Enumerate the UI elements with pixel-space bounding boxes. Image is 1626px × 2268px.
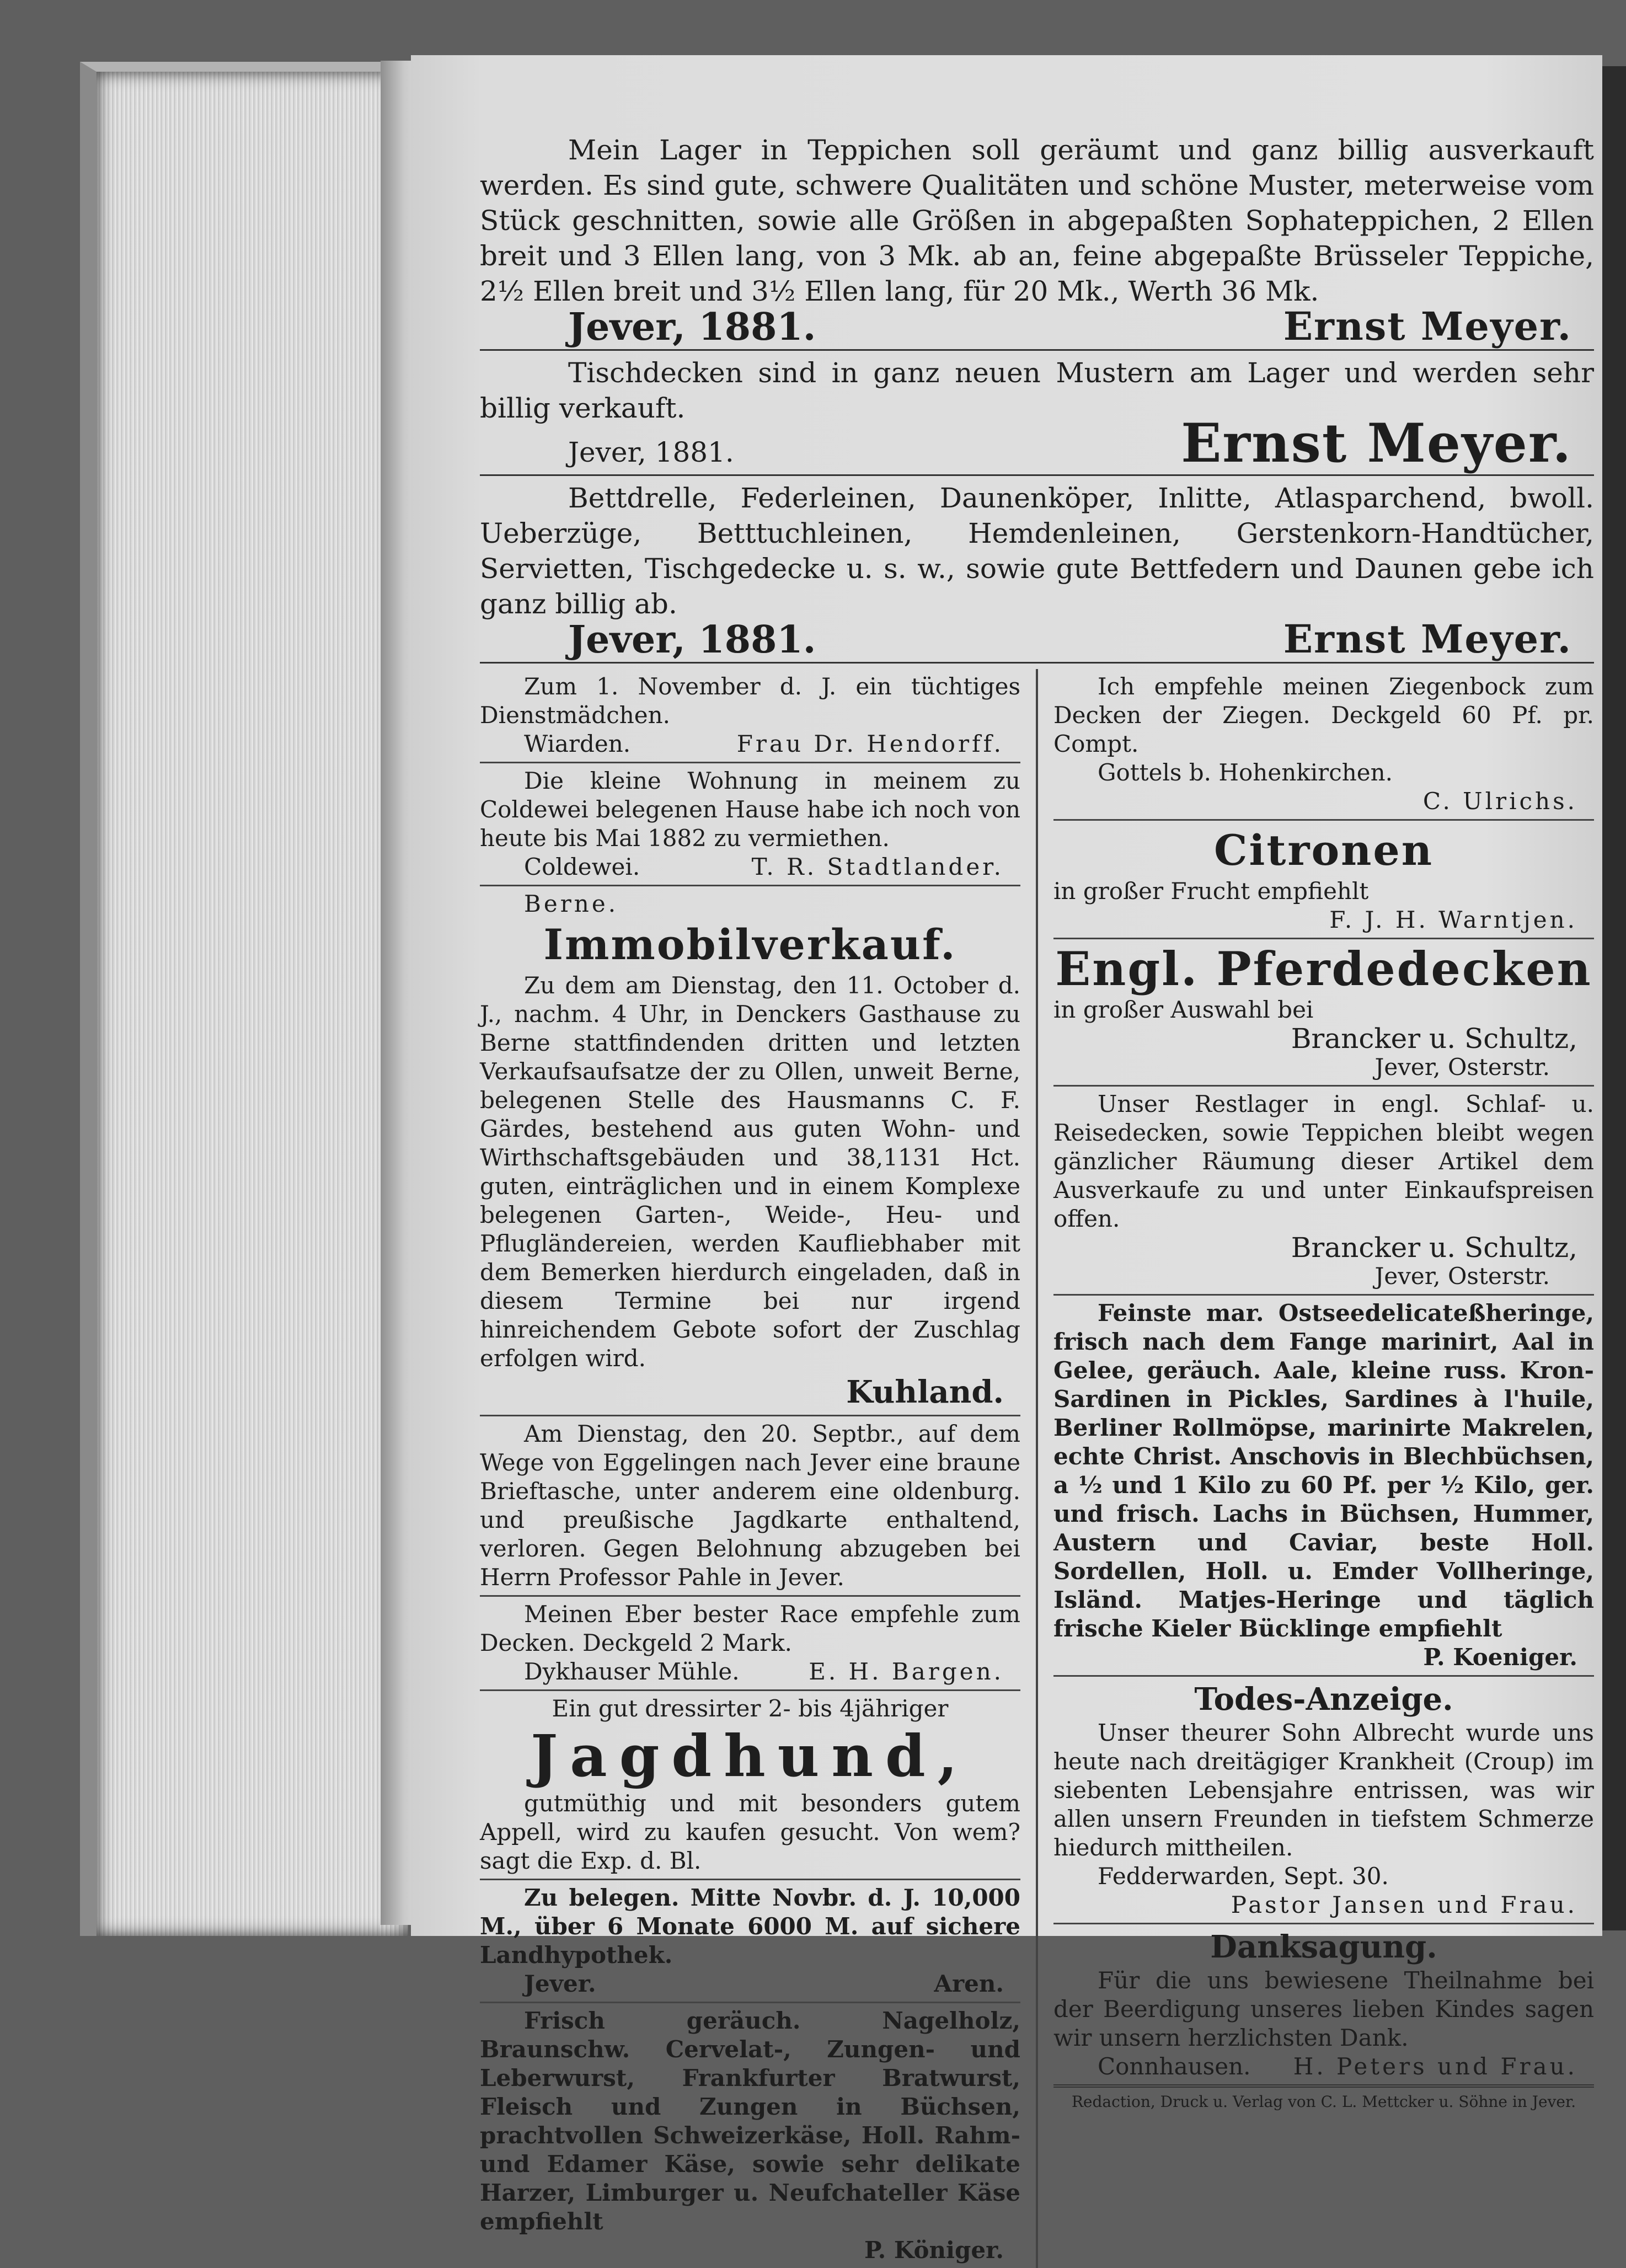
ad-place: Jever, 1881. bbox=[568, 618, 816, 662]
ad-body: Ich empfehle meinen Ziegenbock zum Decken der Ziegen. Deckgeld 60 Pf. pr. Compt. bbox=[1053, 673, 1594, 757]
blanket-clearance-ad bbox=[1053, 1087, 1594, 1296]
goat-ad bbox=[1053, 669, 1594, 821]
ad-signature: Ernst Meyer. bbox=[1181, 412, 1572, 474]
lemons-ad bbox=[1053, 821, 1594, 939]
imprint-footer: Redaction, Druck u. Verlag von C. L. Mettcker u. Söhne in Jever. bbox=[1053, 2084, 1594, 2113]
ad-place: Gottels b. Hohenkirchen. bbox=[1098, 759, 1393, 786]
delicatessen-ad bbox=[480, 2003, 1020, 2268]
page-content bbox=[480, 132, 1594, 2268]
ad-body: Bettdrelle, Federleinen, Daunenköper, Inlitte, Atlasparchend, bwoll. Ueberzüge, Betttuchleinen, Hemdenleinen, Gerstenkorn-Handtücher, Servietten, Tischgedecke u. s. w., sowie gute Bettfedern und Daunen gebe ich ganz billig ab. bbox=[480, 482, 1594, 620]
ad-body: Für die uns bewiesene Theilnahme bei der Beerdigung unseres lieben Kindes sagen wir unsern herzlichsten Dank. bbox=[1053, 1967, 1594, 2051]
mortgage-ad bbox=[480, 1880, 1020, 2003]
ad-signature: E. H. Bargen. bbox=[809, 1658, 1004, 1685]
ad-headline: Engl. Pferdedecken bbox=[1055, 942, 1592, 996]
facing-page-edge bbox=[1602, 66, 1626, 1930]
ad-address: Jever, Osterstr. bbox=[1374, 1263, 1550, 1290]
ad-signature: T. R. Stadtlander. bbox=[751, 853, 1004, 880]
bedding-ad bbox=[480, 480, 1594, 662]
ad-signature: H. Peters und Frau. bbox=[1293, 2053, 1577, 2080]
ad-body: Am Dienstag, den 20. Septbr., auf dem Wege von Eggelingen nach Jever eine braune Brieftasche, unter anderem eine oldenburg. und preußische Jagdkarte enthaltend, verloren. Gegen Belohnung abzugeben bei Herrn Professor Pahle in Jever. bbox=[480, 1420, 1020, 1591]
book-page-edges bbox=[80, 62, 408, 1936]
ad-body: Die kleine Wohnung in meinem zu Coldewei belegenen Hause habe ich noch von heute bis Mai 1882 zu vermiethen. bbox=[480, 767, 1020, 852]
ad-signature: Aren. bbox=[934, 1970, 1004, 1997]
ad-signature: P. Koeniger. bbox=[1423, 1644, 1577, 1671]
ad-pretext: Ein gut dressirter 2- bis 4jähriger bbox=[552, 1695, 949, 1722]
ad-body: Unser theurer Sohn Albrecht wurde uns heute nach dreitägiger Krankheit (Croup) im siebenten Lebensjahre entrissen, was wir allen unsern Freunden in tiefstem Schmerze hiedurch mittheilen. bbox=[1053, 1719, 1594, 1861]
ad-body: Tischdecken sind in ganz neuen Mustern am Lager und werden sehr billig verkauft. bbox=[480, 357, 1594, 424]
real-estate-ad bbox=[480, 886, 1020, 1416]
ad-headline: Danksagung. bbox=[1210, 1929, 1437, 1965]
ad-body: Frisch geräuch. Nagelholz, Braunschw. Cervelat-, Zungen- und Leberwurst, Frankfurter Bratwurst, Fleisch und Zungen in Büchsen, prachtvollen Schweizerkäse, Holl. Rahm- und Edamer Käse, sowie sehr delikate Harzer, Limburger u. Neufchateller Käse empfiehlt bbox=[480, 2007, 1020, 2235]
ad-place: Connhausen. bbox=[1098, 2053, 1251, 2080]
hunting-dog-ad bbox=[480, 1691, 1020, 1880]
divider bbox=[480, 662, 1594, 664]
ad-body: Zu belegen. Mitte Novbr. d. J. 10,000 M., über 6 Monate 6000 M. auf sichere Landhypothek. bbox=[480, 1884, 1020, 1969]
ad-body: Zu dem am Dienstag, den 11. October d. J., nachm. 4 Uhr, in Denckers Gasthause zu Berne stattfindenden dritten und letzten Verkaufsaufsatze der zu Ollen, unweit Berne, belegenen Stelle des Hausmanns C. F. Gärdes, bestehend aus guten Wohn- und Wirthschaftsgebäuden und 38,1131 Hct. guten, einträglichen und in einem Komplexe belegenen Garten-, Weide-, Heu- und Pflugländereien, werden Kaufliebhaber mit dem Bemerken hierdurch eingeladen, daß in diesem Termine bei nur irgend hinreichendem Gebote sofort der Zuschlag erfolgen wird. bbox=[480, 972, 1020, 1372]
ad-signature: Pastor Jansen und Frau. bbox=[1231, 1891, 1577, 1918]
ad-body: in großer Auswahl bei bbox=[1053, 996, 1314, 1023]
ad-place: Dykhauser Mühle. bbox=[524, 1658, 740, 1685]
ad-body: in großer Frucht empfiehlt bbox=[1053, 878, 1369, 905]
death-notice bbox=[1053, 1677, 1594, 1924]
ad-signature: Brancker u. Schultz, bbox=[1291, 1232, 1577, 1264]
tablecloth-ad bbox=[480, 355, 1594, 474]
thanks-notice bbox=[1053, 1924, 1594, 2084]
apartment-ad bbox=[480, 763, 1020, 886]
ad-place: Jever, 1881. bbox=[568, 305, 816, 349]
ad-address: Jever, Osterstr. bbox=[1374, 1053, 1550, 1080]
ad-headline: Citronen bbox=[1213, 826, 1434, 875]
left-column bbox=[480, 669, 1020, 2268]
ad-signature: Ernst Meyer. bbox=[1283, 303, 1572, 349]
horse-blanket-ad bbox=[1053, 939, 1594, 1087]
ad-place: Wiarden. bbox=[524, 730, 631, 757]
ad-body: gutmüthig und mit besonders gutem Appell, wird zu kaufen gesucht. Von wem? sagt die Exp. d. Bl. bbox=[480, 1790, 1020, 1874]
carpet-ad bbox=[480, 132, 1594, 349]
lost-wallet-ad bbox=[480, 1416, 1020, 1597]
fish-delicacies-ad bbox=[1053, 1296, 1594, 1677]
ad-headline: Immobilverkauf. bbox=[543, 920, 957, 969]
ad-signature: Frau Dr. Hendorff. bbox=[736, 730, 1004, 757]
ad-body: Zum 1. November d. J. ein tüchtiges Dienstmädchen. bbox=[480, 673, 1020, 729]
ad-signature: Kuhland. bbox=[846, 1374, 1004, 1410]
ad-signature: F. J. H. Warntjen. bbox=[1329, 906, 1577, 933]
ad-signature: Brancker u. Schultz, bbox=[1291, 1023, 1577, 1055]
ad-body: Meinen Eber bester Race empfehle zum Decken. Deckgeld 2 Mark. bbox=[480, 1601, 1020, 1656]
ad-signature: Ernst Meyer. bbox=[1283, 616, 1572, 662]
ad-headline: Todes-Anzeige. bbox=[1194, 1681, 1453, 1718]
ad-signature: C. Ulrichs. bbox=[1422, 788, 1577, 815]
column-rule bbox=[1036, 669, 1038, 2268]
ad-body: Mein Lager in Teppichen soll geräumt und ganz billig ausverkauft werden. Es sind gute, schwere Qualitäten und schöne Muster, meterweise vom Stück geschnitten, sowie alle Größen in abgepaßten Sophateppichen, 2 Ellen breit und 3 Ellen lang, von 3 Mk. ab an, feine abgepaßte Brüsseler Teppiche, 2½ Ellen breit und 3½ Ellen lang, für 20 Mk., Werth 36 Mk. bbox=[480, 134, 1594, 307]
ad-body: Feinste mar. Ostseedelicateßheringe, frisch nach dem Fange marinirt, Aal in Gelee, geräuch. Aale, kleine russ. Kron-Sardinen in Pickles, Sardines à l'huile, Berliner Rollmöpse, marinirte Makrelen, echte Christ. Anschovis in Blechbüchsen, a ½ und 1 Kilo zu 60 Pf. per ½ Kilo, ger. und frisch. Lachs in Büchsen, Hummer, Austern und Caviar, beste Holl. Sordellen, Holl. u. Emder Vollheringe, Isländ. Matjes-Heringe und täglich frische Kieler Bücklinge empfiehlt bbox=[1053, 1299, 1594, 1642]
maid-wanted-ad bbox=[480, 669, 1020, 763]
right-column bbox=[1053, 669, 1594, 2268]
ad-place: Coldewei. bbox=[524, 853, 640, 880]
ad-headline: Jagdhund, bbox=[531, 1722, 970, 1790]
boar-ad bbox=[480, 1597, 1020, 1691]
ad-place: Jever, 1881. bbox=[568, 436, 734, 468]
ad-place: Jever. bbox=[524, 1970, 596, 1997]
ad-body: Unser Restlager in engl. Schlaf- u. Reisedecken, sowie Teppichen bleibt wegen gänzlicher Räumung dieser Artikel dem Ausverkaufe zu und unter Einkaufspreisen offen. bbox=[1053, 1090, 1594, 1232]
ad-place: Fedderwarden, Sept. 30. bbox=[1098, 1863, 1389, 1890]
ad-signature: P. Königer. bbox=[864, 2237, 1004, 2264]
two-column-section bbox=[480, 669, 1594, 2268]
ad-place: Berne. bbox=[524, 890, 619, 917]
divider bbox=[480, 474, 1594, 476]
divider bbox=[480, 349, 1594, 351]
